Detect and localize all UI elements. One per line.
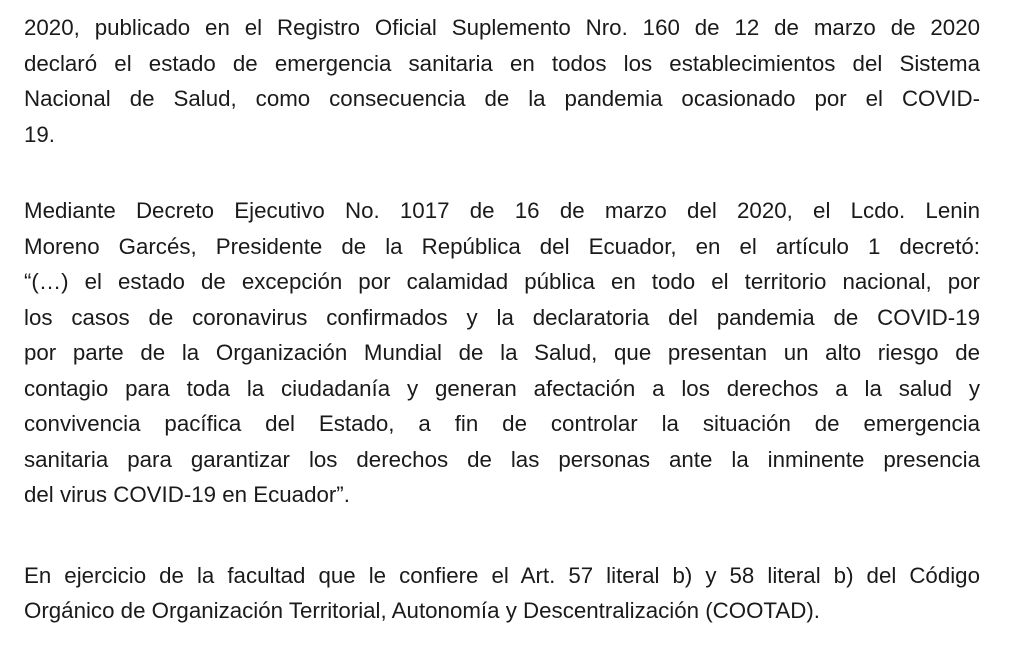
paragraph-spacer [24,513,980,558]
text-line: Nacional de Salud, como consecuencia de la pandemia ocasionado por el COVID- [24,86,980,111]
text-line: los casos de coronavirus confirmados y la declaratoria del pandemia de COVID-19 [24,304,980,330]
text-line: Moreno Garcés, Presidente de la República del Ecuador, en el artículo 1 decretó: [24,233,980,259]
document-page [24,10,980,629]
text-line: En ejercicio de la facultad que le confiere el Art. 57 literal b) y 58 literal b) del Código [24,562,980,588]
paragraph-executive-decree [24,193,980,513]
paragraph-spacer [24,152,980,193]
text-line: Orgánico de Organización Territorial, Autonomía y Descentralización (COOTAD). [24,598,820,623]
text-line: convivencia pacífica del Estado, a fin de controlar la situación de emergencia [24,411,980,436]
text-line: 2020, publicado en el Registro Oficial Suplemento Nro. 160 de 12 de marzo de 2020 [24,15,980,40]
text-line: 19. [24,121,55,147]
paragraph-emergency-declaration [24,10,980,152]
text-line: “(…) el estado de excepción por calamidad pública en todo el territorio nacional, por [24,269,980,294]
text-line: del virus COVID-19 en Ecuador”. [24,482,350,507]
paragraph-cootad-faculty [24,558,980,629]
text-line: Mediante Decreto Ejecutivo No. 1017 de 16 de marzo del 2020, el Lcdo. Lenin [24,198,980,223]
text-line: por parte de la Organización Mundial de la Salud, que presentan un alto riesgo de [24,340,980,365]
text-line: sanitaria para garantizar los derechos de las personas ante la inminente presencia [24,446,980,472]
text-line: contagio para toda la ciudadanía y generan afectación a los derechos a la salud y [24,375,980,401]
text-line: declaró el estado de emergencia sanitaria en todos los establecimientos del Sistema [24,50,980,76]
